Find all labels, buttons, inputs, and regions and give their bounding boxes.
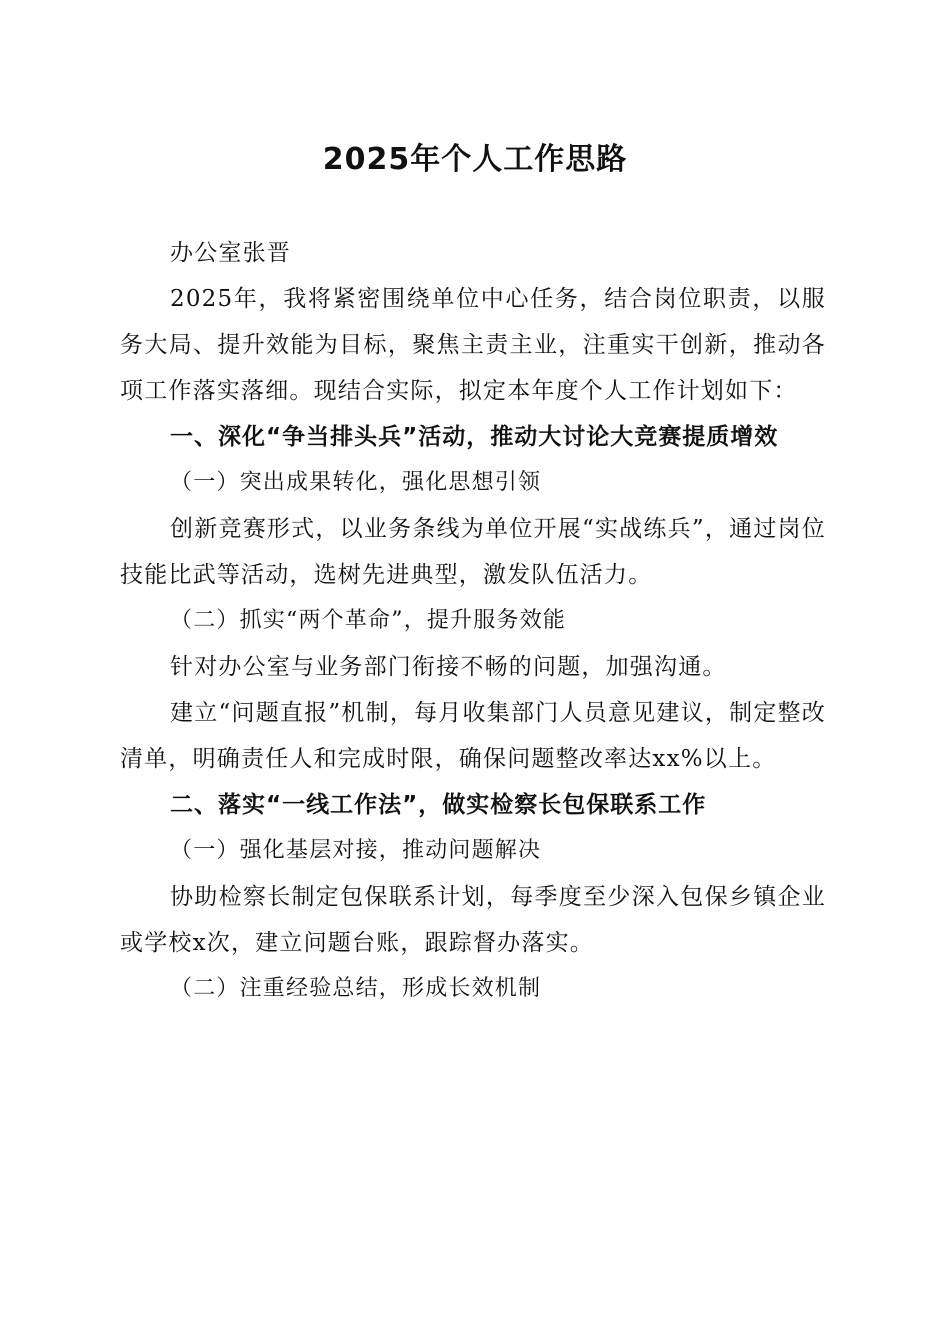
subsection-heading: （二）注重经验总结，形成长效机制 (170, 976, 542, 1001)
subsection-heading: （一）强化基层对接，推动问题解决 (170, 838, 542, 863)
section-heading: 一、深化“争当排头兵”活动，推动大讨论大竞赛提质增效 (170, 424, 779, 450)
subsection-heading: （二）抓实“两个革命”，提升服务效能 (170, 608, 567, 633)
body-paragraph: 针对办公室与业务部门衔接不畅的问题，加强沟通。 (170, 654, 727, 680)
body-paragraph: 协助检察长制定包保联系计划，每季度至少深入包保乡镇企业或学校x次，建立问题台账，跟踪督办落实。 (120, 884, 826, 956)
author-line: 办公室张晋 (170, 240, 291, 266)
subsection-heading: （一）突出成果转化，强化思想引领 (170, 470, 542, 495)
document-body (120, 230, 826, 1012)
body-paragraph: 建立“问题直报”机制，每月收集部门人员意见建议，制定整改清单，明确责任人和完成时限，确保问题整改率达xx%以上。 (120, 700, 826, 772)
section-heading: 二、落实“一线工作法”，做实检察长包保联系工作 (170, 792, 707, 818)
intro-paragraph: 2025年，我将紧密围绕单位中心任务，结合岗位职责，以服务大局、提升效能为目标，聚焦主责主业，注重实干创新，推动各项工作落实落细。现结合实际，拟定本年度个人工作计划如下： (120, 286, 826, 404)
page-title: 2025年个人工作思路 (322, 142, 628, 177)
body-paragraph: 创新竞赛形式，以业务条线为单位开展“实战练兵”，通过岗位技能比武等活动，选树先进典型，激发队伍活力。 (120, 516, 826, 588)
